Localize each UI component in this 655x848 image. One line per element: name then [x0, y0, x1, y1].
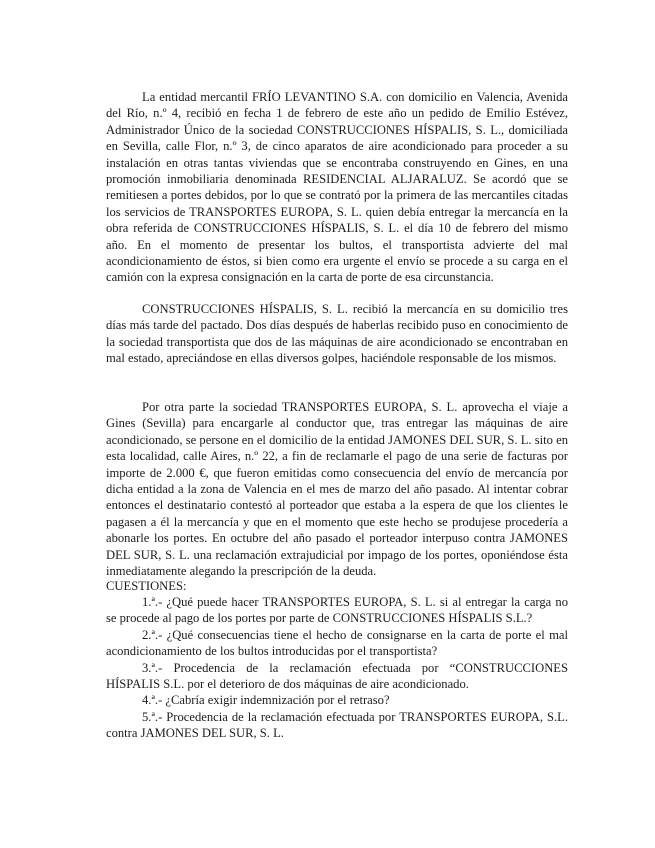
paragraph-3: Por otra parte la sociedad TRANSPORTES EUROPA, S. L. aprovecha el viaje a Gines (Sevilla) para encargarle al conductor que, tras entregar las máquinas de aire acondicionado, se persone en el domicilio de la entidad JAMONES DEL SUR, S. L. sito en esta localidad, calle Aires, n.º 22, a fin de reclamarle el pago de una serie de facturas por importe de 2.000 €, que fueron emitidas como consecuencia del envío de mercancía por dicha entidad a la zona de Valencia en el mes de marzo del año pasado. Al intentar cobrar entonces el destinatario contestó al porteador que estaba a la espera de que los clientes le pagasen a él la mercancía y que en el momento que este hecho se produjese procedería a abonarle los portes. En octubre del año pasado el porteador interpuso contra JAMONES DEL SUR, S. L. una reclamación extrajudicial por impago de los portes, oponiéndose ésta inmediatamente alegando la prescripción de la deuda.	[106, 400, 568, 579]
questions-heading: CUESTIONES:	[106, 579, 187, 593]
question-3: 3.ª.- Procedencia de la reclamación efectuada por “CONSTRUCCIONES HÍSPALIS S.L. por el deterioro de dos máquinas de aire acondicionado.	[106, 660, 568, 692]
questions-list	[106, 594, 568, 742]
question-5: 5.ª.- Procedencia de la reclamación efectuada por TRANSPORTES EUROPA, S.L. contra JAMONES DEL SUR, S. L.	[106, 709, 568, 741]
question-4: 4.ª.- ¿Cabría exigir indemnización por el retraso?	[142, 693, 390, 708]
paragraph-1: La entidad mercantil FRÍO LEVANTINO S.A. con domicilio en Valencia, Avenida del Río, n.º 4, recibió en fecha 1 de febrero de este año un pedido de Emilio Estévez, Administrador Único de la sociedad CONSTRUCCIONES HÍSPALIS, S. L., domiciliada en Sevilla, calle Flor, n.º 3, de cinco aparatos de aire acondicionado para proceder a su instalación en otras tantas viviendas que se encontraba construyendo en Gines, en una promoción inmobiliaria denominada RESIDENCIAL ALJARALUZ. Se acordó que se remitiesen a portes debidos, por lo que se contrató por la primera de las mercantiles citadas los servicios de TRANSPORTES EUROPA, S. L. quien debía entregar la mercancía en la obra referida de CONSTRUCCIONES HÍSPALIS, S. L. el día 10 de febrero del mismo año. En el momento de presentar los bultos, el transportista advierte del mal acondicionamiento de éstos, si bien como era urgente el envío se procede a su carga en el camión con la expresa consignación en la carta de porte de esa circunstancia.	[106, 90, 568, 285]
question-1: 1.ª.- ¿Qué puede hacer TRANSPORTES EUROPA, S. L. si al entregar la carga no se procede al pago de los portes por parte de CONSTRUCCIONES HÍSPALIS S.L.?	[106, 595, 568, 626]
paragraph-2: CONSTRUCCIONES HÍSPALIS, S. L. recibió la mercancía en su domicilio tres días más tarde del pactado. Dos días después de haberlas recibido puso en conocimiento de la sociedad transportista que dos de las máquinas de aire acondicionado se encontraban en mal estado, apreciándose en ellas diversos golpes, haciéndole responsable de los mismos.	[106, 302, 568, 366]
question-2: 2.ª.- ¿Qué consecuencias tiene el hecho de consignarse en la carta de porte el mal acondicionamiento de los bultos introducidas por el transportista?	[106, 627, 568, 659]
